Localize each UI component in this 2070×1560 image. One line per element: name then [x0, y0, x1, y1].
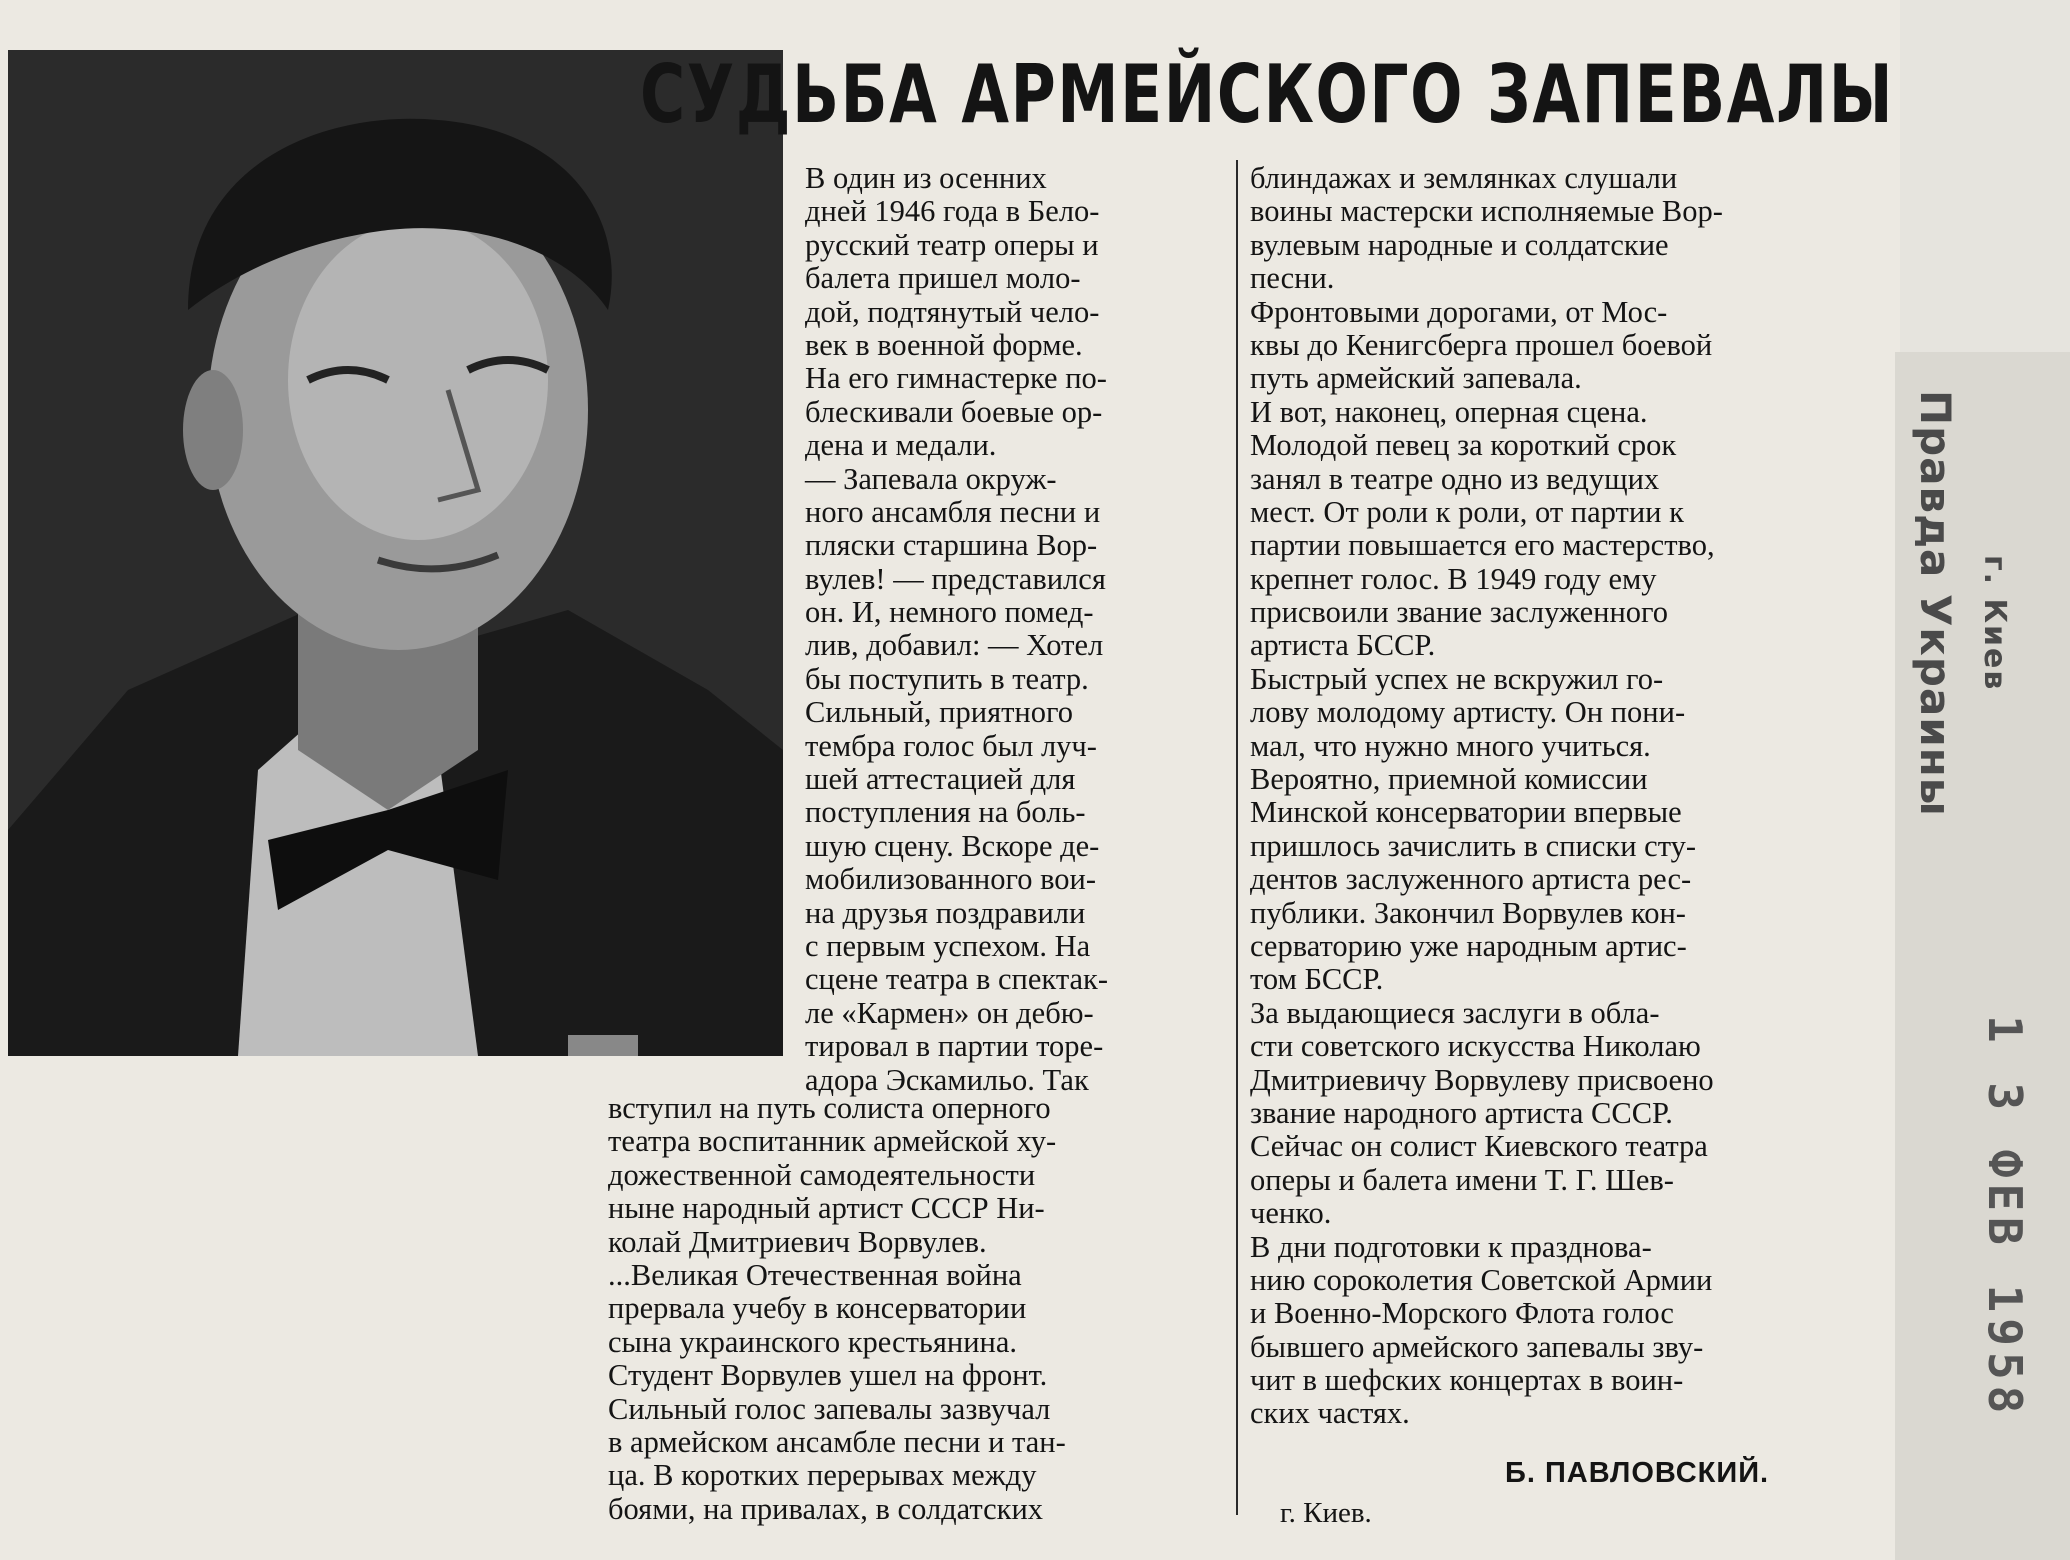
text-line: блескивали боевые ор- [805, 394, 1103, 429]
text-line: оперы и балета имени Т. Г. Шев- [1250, 1162, 1674, 1197]
text-line: дней 1946 года в Бело- [805, 194, 1100, 229]
text-line: В дни подготовки к празднова- [1250, 1229, 1652, 1264]
text-line: звание народного артиста СССР. [1250, 1095, 1673, 1130]
text-line: на друзья поздравили [805, 895, 1086, 930]
text-line: Дмитриевичу Ворвулеву присвоено [1250, 1062, 1714, 1097]
text-line: крепнет голос. В 1949 году ему [1250, 561, 1657, 596]
text-line: Быстрый успех не вскружил го- [1250, 661, 1664, 696]
text-line: мал, что нужно много учиться. [1250, 728, 1651, 763]
text-line: пляски старшина Вор- [805, 528, 1098, 563]
text-line: шей аттестацией для [805, 762, 1076, 797]
text-line: тембра голос был луч- [805, 728, 1097, 763]
text-line: колай Дмитриевич Ворвулев. [608, 1224, 987, 1259]
text-line: нию сороколетия Советской Армии [1250, 1262, 1713, 1297]
text-line: дой, подтянутый чело- [805, 294, 1100, 329]
text-line: ...Великая Отечественная война [608, 1257, 1022, 1292]
text-line: прервала учебу в консерватории [608, 1291, 1027, 1326]
archive-stamp-city: г. Киев [1977, 555, 2012, 692]
text-line: с первым успехом. На [805, 928, 1091, 963]
text-line: ного ансамбля песни и [805, 494, 1101, 529]
text-line: мест. От роли к роли, от партии к [1250, 494, 1684, 529]
text-line: ца. В коротких перерывах между [608, 1458, 1037, 1493]
text-line: занял в театре одно из ведущих [1250, 461, 1660, 496]
text-line: русский театр оперы и [805, 227, 1099, 262]
text-line: серваторию уже народным артис- [1250, 928, 1687, 963]
text-line: Сильный голос запевалы зазвучал [608, 1391, 1051, 1426]
text-line: дожественной самодеятельности [608, 1157, 1036, 1192]
dateline-city: г. Киев. [1280, 1497, 1372, 1529]
text-line: тировал в партии торе- [805, 1029, 1104, 1064]
text-line: театра воспитанник армейской ху- [608, 1124, 1057, 1159]
text-line: И вот, наконец, оперная сцена. [1250, 394, 1648, 429]
text-line: ныне народный артист СССР Ни- [608, 1191, 1045, 1226]
text-line: бывшего армейского запевалы зву- [1250, 1329, 1704, 1364]
text-line: ских частях. [1250, 1396, 1410, 1431]
text-line: дена и медали. [805, 428, 997, 463]
text-line: На его гимнастерке по- [805, 361, 1107, 396]
portrait-photo [8, 50, 783, 1056]
archive-stamp-date: 1 3 ФЕВ 1958 [1978, 1015, 2032, 1420]
text-line: ченко. [1250, 1196, 1332, 1231]
text-line: песни. [1250, 261, 1335, 296]
text-line: За выдающиеся заслуги в обла- [1250, 995, 1660, 1030]
text-line: шую сцену. Вскоре де- [805, 828, 1100, 863]
text-line: вулев! — представился [805, 561, 1106, 596]
text-line: Фронтовыми дорогами, от Мос- [1250, 294, 1668, 329]
text-line: Молодой певец за короткий срок [1250, 428, 1677, 463]
text-line: сына украинского крестьянина. [608, 1324, 1017, 1359]
text-line: сцене театра в спектак- [805, 962, 1109, 997]
text-line: лову молодому артисту. Он пони- [1250, 695, 1686, 730]
text-line: В один из осенних [805, 161, 1047, 195]
text-line: бы поступить в театр. [805, 661, 1089, 696]
text-line: Минской консерватории впервые [1250, 795, 1682, 830]
text-line: воины мастерски исполняемые Вор- [1250, 194, 1723, 229]
text-line: Вероятно, приемной комиссии [1250, 762, 1648, 797]
text-line: — Запевала окруж- [805, 461, 1057, 496]
text-line: партии повышается его мастерство, [1250, 528, 1715, 563]
text-line: вступил на путь солиста оперного [608, 1091, 1051, 1125]
text-line: боями, на привалах, в солдатских [608, 1491, 1044, 1526]
text-line: адора Эскамильо. Так [805, 1062, 1089, 1097]
text-line: лив, добавил: — Хотел [805, 628, 1104, 663]
text-line: поступления на боль- [805, 795, 1086, 830]
text-line: вулевым народные и солдатские [1250, 227, 1669, 262]
text-line: публики. Закончил Ворвулев кон- [1250, 895, 1686, 930]
text-line: присвоили звание заслуженного [1250, 595, 1669, 630]
text-line: балета пришел моло- [805, 261, 1081, 296]
text-line: Студент Ворвулев ушел на фронт. [608, 1358, 1048, 1393]
article-column-1 [805, 162, 1235, 1097]
text-line: чит в шефских концертах в воин- [1250, 1363, 1684, 1398]
text-line: блиндажах и землянках слушали [1250, 161, 1678, 195]
text-line: он. И, немного помед- [805, 595, 1094, 630]
article-headline: СУДЬБА АРМЕЙСКОГО ЗАПЕВАЛЫ [640, 48, 1895, 141]
text-line: мобилизованного вои- [805, 862, 1097, 897]
text-line: Сейчас он солист Киевского театра [1250, 1129, 1708, 1164]
text-line: и Военно-Морского Флота голос [1250, 1296, 1674, 1331]
text-line: квы до Кенигсберга прошел боевой [1250, 327, 1713, 362]
column-divider [1236, 160, 1238, 1515]
article-column-1-continued [608, 1092, 1228, 1526]
text-line: дентов заслуженного артиста рес- [1250, 862, 1692, 897]
text-line: том БССР. [1250, 962, 1384, 997]
text-line: в армейском ансамбле песни и тан- [608, 1424, 1066, 1459]
author-signature: Б. ПАВЛОВСКИЙ. [1505, 1457, 1770, 1489]
text-line: пришлось зачислить в списки сту- [1250, 828, 1697, 863]
text-line: путь армейский запевала. [1250, 361, 1582, 396]
text-line: Сильный, приятного [805, 695, 1074, 730]
archive-stamp-source: Правда Украины [1911, 390, 1960, 817]
article-column-2 [1250, 162, 1870, 1431]
text-line: сти советского искусства Николаю [1250, 1029, 1701, 1064]
text-line: век в военной форме. [805, 327, 1083, 362]
text-line: ле «Кармен» он дебю- [805, 995, 1094, 1030]
text-line: артиста БССР. [1250, 628, 1436, 663]
